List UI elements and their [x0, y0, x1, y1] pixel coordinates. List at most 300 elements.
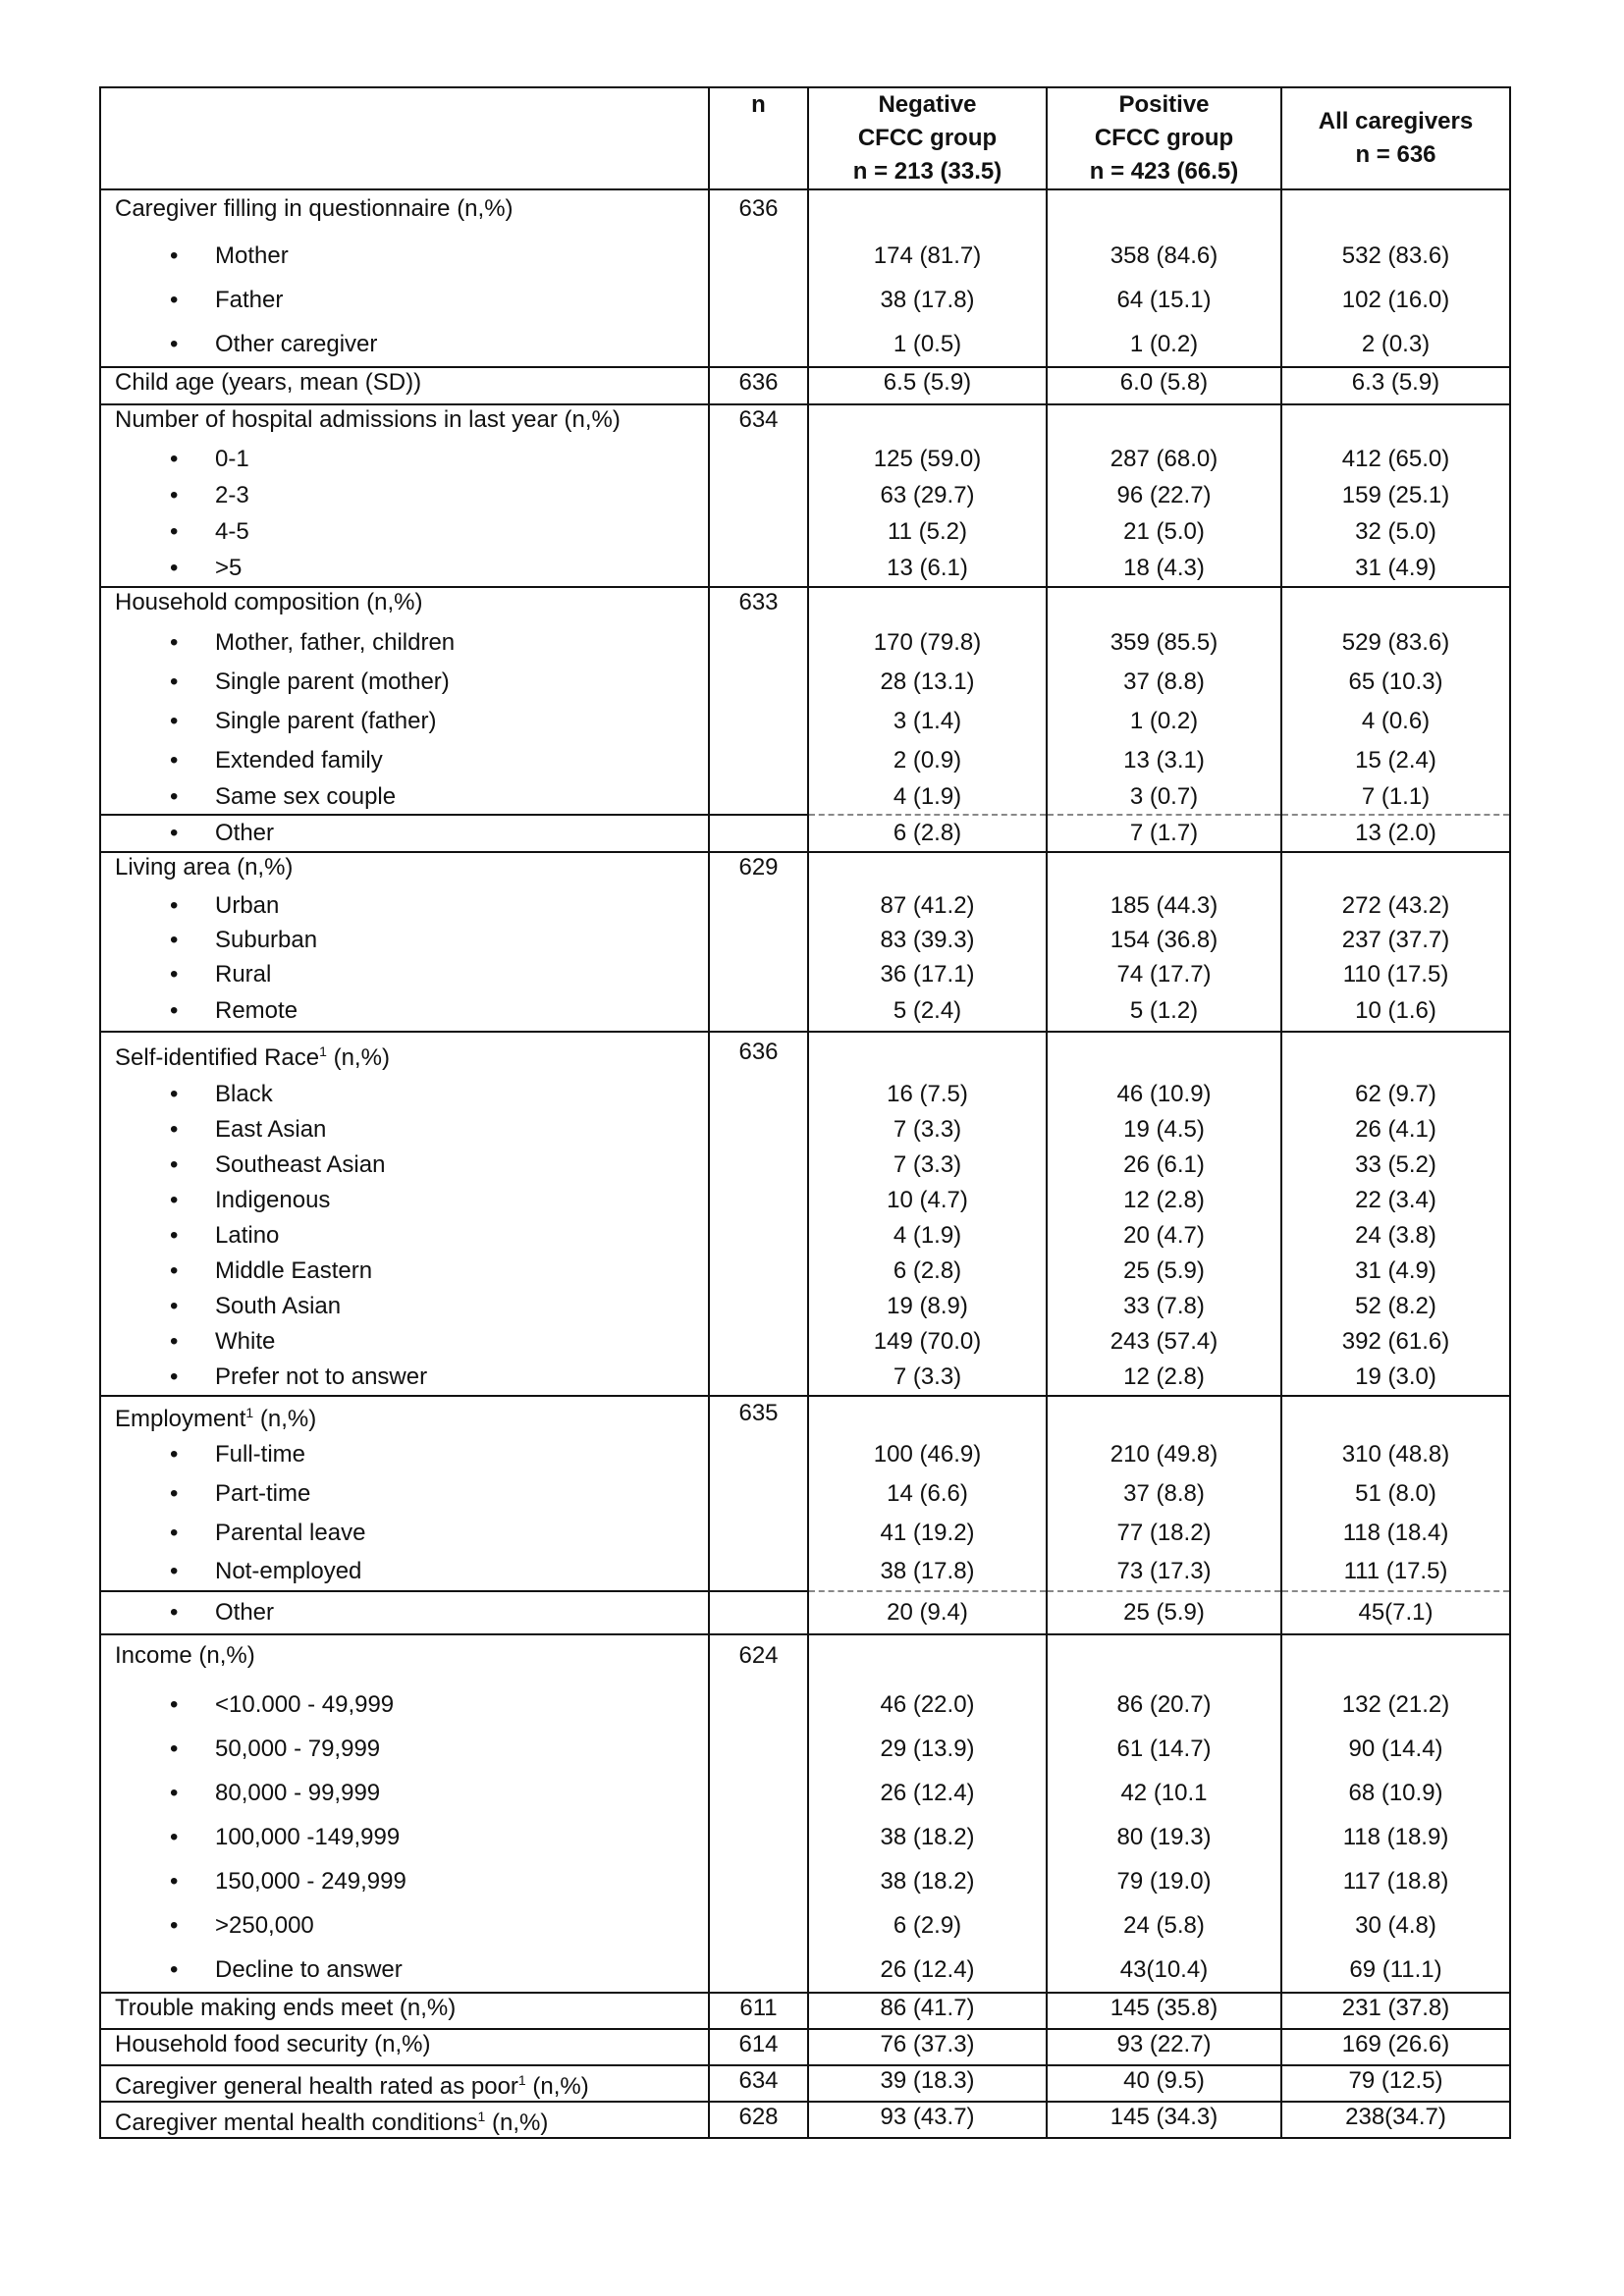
spacer [1048, 190, 1280, 234]
spacer [710, 923, 807, 957]
row-all-cell [1281, 587, 1510, 815]
spacer [710, 1183, 807, 1218]
row-negative-cell [808, 1032, 1047, 1396]
item-label: Father [215, 287, 284, 313]
table-row [100, 1634, 1510, 1993]
positive-value: 33 (7.8) [1123, 1293, 1205, 1319]
negative-value: 4 (1.9) [893, 783, 962, 810]
positive-value: 20 (4.7) [1123, 1222, 1205, 1249]
table-row [100, 189, 1510, 367]
row-all-cell [1281, 2065, 1510, 2102]
positive-value: 74 (17.7) [1116, 961, 1212, 988]
spacer [809, 1397, 1046, 1435]
item-label: Mother, father, children [215, 629, 456, 656]
sample-size: 628 [738, 2104, 779, 2130]
item-label: Single parent (father) [215, 708, 437, 734]
list-item [115, 1289, 708, 1324]
positive-value: 73 (17.3) [1116, 1558, 1212, 1584]
all-value: 238(34.7) [1345, 2104, 1446, 2130]
negative-value: 83 (39.3) [880, 927, 975, 953]
spacer [710, 513, 807, 550]
spacer [710, 1903, 807, 1948]
positive-value: 25 (5.9) [1123, 1257, 1205, 1284]
negative-value: 87 (41.2) [880, 892, 975, 919]
bullet-icon: • [170, 1222, 179, 1249]
list-item [115, 780, 708, 814]
spacer [710, 1112, 807, 1148]
item-label: Middle Eastern [215, 1257, 373, 1284]
spacer [1282, 1635, 1509, 1682]
item-label: East Asian [215, 1116, 327, 1143]
spacer [710, 1771, 807, 1815]
negative-value: 41 (19.2) [880, 1520, 975, 1546]
row-positive-cell [1047, 587, 1281, 815]
list-item [115, 1112, 708, 1148]
row-label-cell [100, 815, 709, 852]
all-value: 7 (1.1) [1361, 783, 1431, 810]
spacer [710, 1727, 807, 1771]
bullet-icon: • [170, 629, 179, 656]
all-value: 68 (10.9) [1348, 1780, 1443, 1806]
spacer [710, 441, 807, 477]
positive-value: 3 (0.7) [1129, 783, 1199, 810]
spacer [710, 1514, 807, 1553]
list-item [115, 441, 708, 477]
all-value: 15 (2.4) [1355, 747, 1436, 774]
item-label: Prefer not to answer [215, 1363, 428, 1390]
spacer [1282, 853, 1509, 888]
sample-size: 614 [738, 2031, 779, 2057]
all-value: 31 (4.9) [1355, 1257, 1436, 1284]
spacer [1282, 1397, 1509, 1435]
row-positive-cell [1047, 852, 1281, 1032]
sample-size: 636 [738, 1039, 779, 1065]
spacer [710, 702, 807, 741]
positive-value: 210 (49.8) [1110, 1441, 1218, 1468]
all-value: 102 (16.0) [1341, 287, 1450, 313]
negative-value: 26 (12.4) [880, 1780, 975, 1806]
table-row-other [100, 815, 1510, 852]
row-positive-cell [1047, 1993, 1281, 2029]
row-n-cell [709, 1396, 808, 1591]
category-title [115, 853, 708, 888]
all-value: 22 (3.4) [1355, 1187, 1436, 1213]
row-n-cell [709, 2029, 808, 2065]
list-item [115, 1254, 708, 1289]
negative-value: 7 (3.3) [893, 1363, 962, 1390]
negative-value: 5 (2.4) [893, 997, 962, 1024]
all-value: 19 (3.0) [1355, 1363, 1436, 1390]
negative-value: 86 (41.7) [880, 1995, 975, 2021]
bullet-icon: • [170, 518, 179, 545]
list-item [115, 477, 708, 513]
spacer [710, 741, 807, 780]
row-label-cell [100, 2029, 709, 2065]
positive-value: 359 (85.5) [1110, 629, 1218, 656]
header-negative [808, 87, 1047, 189]
list-item [115, 1077, 708, 1112]
all-value: 6.3 (5.9) [1351, 369, 1440, 396]
row-positive-cell [1047, 2065, 1281, 2102]
all-value: 79 (12.5) [1348, 2067, 1443, 2094]
spacer [809, 190, 1046, 234]
spacer [1282, 405, 1509, 441]
all-value: 532 (83.6) [1341, 242, 1450, 269]
category-title-text: Income (n,%) [115, 1642, 255, 1669]
all-value: 24 (3.8) [1355, 1222, 1436, 1249]
negative-value: 6 (2.8) [893, 820, 962, 846]
item-label: Suburban [215, 927, 318, 953]
table-row [100, 587, 1510, 815]
negative-value: 100 (46.9) [873, 1441, 982, 1468]
category-title-suffix: (n,%) [525, 2073, 589, 2100]
all-value: 65 (10.3) [1348, 668, 1443, 695]
row-label-cell [100, 852, 709, 1032]
item-label: Urban [215, 892, 280, 919]
all-value: 231 (37.8) [1341, 1995, 1450, 2021]
list-item [115, 741, 708, 780]
item-label: Full-time [215, 1441, 306, 1468]
table-row [100, 852, 1510, 1032]
spacer [1048, 853, 1280, 888]
all-value: 169 (26.6) [1341, 2031, 1450, 2057]
demographics-table [99, 86, 1511, 2139]
spacer [710, 1218, 807, 1254]
list-item [115, 991, 708, 1031]
negative-value: 38 (17.8) [880, 1558, 975, 1584]
negative-value: 6 (2.8) [893, 1257, 962, 1284]
spacer [1048, 405, 1280, 441]
positive-value: 37 (8.8) [1123, 1480, 1205, 1507]
item-label: Other [215, 820, 275, 846]
row-negative-cell [808, 189, 1047, 367]
bullet-icon: • [170, 1691, 179, 1718]
category-title-suffix: (n,%) [485, 2109, 549, 2136]
row-n-cell [709, 852, 808, 1032]
positive-value: 24 (5.8) [1123, 1912, 1205, 1939]
spacer [1048, 588, 1280, 623]
negative-value: 29 (13.9) [880, 1735, 975, 1762]
negative-value: 26 (12.4) [880, 1956, 975, 1983]
positive-value: 64 (15.1) [1116, 287, 1212, 313]
positive-value: 287 (68.0) [1110, 446, 1218, 472]
header-all-line2: n = 636 [1355, 141, 1436, 168]
row-all-cell [1281, 852, 1510, 1032]
bullet-icon: • [170, 1116, 179, 1143]
positive-value: 243 (57.4) [1110, 1328, 1218, 1355]
row-label-cell [100, 587, 709, 815]
bullet-icon: • [170, 747, 179, 774]
negative-value: 19 (8.9) [887, 1293, 968, 1319]
list-item [115, 816, 708, 851]
category-title-suffix: (n,%) [253, 1406, 317, 1432]
category-title [115, 1397, 708, 1435]
positive-value: 61 (14.7) [1116, 1735, 1212, 1762]
all-value: 237 (37.7) [1341, 927, 1450, 953]
bullet-icon: • [170, 708, 179, 734]
all-value: 392 (61.6) [1341, 1328, 1450, 1355]
row-n-cell [709, 367, 808, 404]
spacer [710, 1948, 807, 1992]
negative-value: 16 (7.5) [887, 1081, 968, 1107]
row-n-cell [709, 1591, 808, 1634]
bullet-icon: • [170, 1956, 179, 1983]
spacer [710, 1474, 807, 1514]
spacer [809, 405, 1046, 441]
positive-value: 154 (36.8) [1110, 927, 1218, 953]
bullet-icon: • [170, 997, 179, 1024]
bullet-icon: • [170, 1187, 179, 1213]
spacer [710, 1148, 807, 1183]
list-item [115, 234, 708, 278]
all-value: 118 (18.9) [1342, 1824, 1449, 1850]
item-label: >250,000 [215, 1912, 314, 1939]
list-item [115, 1218, 708, 1254]
item-label: Part-time [215, 1480, 311, 1507]
table-row [100, 367, 1510, 404]
spacer [710, 888, 807, 923]
sample-size: 635 [738, 1400, 779, 1426]
row-all-cell [1281, 2029, 1510, 2065]
spacer [710, 663, 807, 702]
list-item [115, 1948, 708, 1992]
all-value: 2 (0.3) [1361, 331, 1431, 357]
list-item [115, 1903, 708, 1948]
list-item [115, 550, 708, 586]
item-label: Mother [215, 242, 289, 269]
row-label-cell [100, 189, 709, 367]
negative-value: 38 (18.2) [880, 1824, 975, 1850]
item-label: 2-3 [215, 482, 249, 508]
spacer [710, 1553, 807, 1590]
positive-value: 79 (19.0) [1116, 1868, 1212, 1895]
spacer [710, 816, 807, 851]
list-item [115, 1682, 708, 1727]
positive-value: 1 (0.2) [1129, 708, 1199, 734]
row-positive-cell [1047, 189, 1281, 367]
row-negative-cell [808, 367, 1047, 404]
table-row [100, 404, 1510, 587]
sample-size: 629 [738, 854, 779, 881]
header-positive-line2: CFCC group [1094, 125, 1234, 151]
category-title-text: Number of hospital admissions in last year (n,%) [115, 406, 621, 433]
bullet-icon: • [170, 242, 179, 269]
item-label: >5 [215, 555, 243, 581]
list-item [115, 1592, 708, 1633]
row-all-cell [1281, 1032, 1510, 1396]
bullet-icon: • [170, 1599, 179, 1626]
row-label-cell [100, 2102, 709, 2138]
row-all-cell [1281, 1396, 1510, 1591]
negative-value: 6.5 (5.9) [883, 369, 972, 396]
row-n-cell [709, 815, 808, 852]
row-all-cell [1281, 189, 1510, 367]
row-negative-cell [808, 1634, 1047, 1993]
sample-size: 634 [738, 2067, 779, 2094]
spacer [809, 1033, 1046, 1077]
item-label: White [215, 1328, 276, 1355]
row-positive-cell [1047, 1634, 1281, 1993]
sample-size: 611 [739, 1995, 778, 2021]
item-label: Remote [215, 997, 298, 1024]
negative-value: 93 (43.7) [880, 2104, 975, 2130]
table-row [100, 2029, 1510, 2065]
row-all-cell [1281, 1993, 1510, 2029]
list-item [115, 1859, 708, 1903]
item-label: Decline to answer [215, 1956, 403, 1983]
spacer [710, 1360, 807, 1395]
row-label-cell [100, 1993, 709, 2029]
row-n-cell [709, 1634, 808, 1993]
all-value: 412 (65.0) [1341, 446, 1450, 472]
row-label-cell [100, 1396, 709, 1591]
spacer [710, 1859, 807, 1903]
row-label-cell [100, 1634, 709, 1993]
row-positive-cell [1047, 404, 1281, 587]
all-value: 272 (43.2) [1341, 892, 1450, 919]
negative-value: 10 (4.7) [887, 1187, 968, 1213]
all-value: 4 (0.6) [1361, 708, 1431, 734]
row-label-cell [100, 2065, 709, 2102]
negative-value: 2 (0.9) [893, 747, 962, 774]
bullet-icon: • [170, 783, 179, 810]
positive-value: 6.0 (5.8) [1119, 369, 1209, 396]
row-negative-cell [808, 1396, 1047, 1591]
negative-value: 38 (17.8) [880, 287, 975, 313]
bullet-icon: • [170, 1520, 179, 1546]
spacer [710, 1289, 807, 1324]
sample-size: 636 [738, 369, 779, 396]
spacer [1282, 190, 1509, 234]
all-value: 51 (8.0) [1355, 1480, 1436, 1507]
row-all-cell [1281, 1591, 1510, 1634]
item-label: Single parent (mother) [215, 668, 450, 695]
negative-value: 20 (9.4) [887, 1599, 968, 1626]
positive-value: 46 (10.9) [1116, 1081, 1212, 1107]
bullet-icon: • [170, 927, 179, 953]
row-n-cell [709, 2065, 808, 2102]
bullet-icon: • [170, 820, 179, 846]
positive-value: 86 (20.7) [1116, 1691, 1212, 1718]
positive-value: 26 (6.1) [1123, 1151, 1205, 1178]
row-positive-cell [1047, 367, 1281, 404]
item-label: Extended family [215, 747, 383, 774]
negative-value: 28 (13.1) [880, 668, 975, 695]
bullet-icon: • [170, 555, 179, 581]
positive-value: 185 (44.3) [1110, 892, 1218, 919]
table-row [100, 1032, 1510, 1396]
all-value: 111 (17.5) [1343, 1558, 1448, 1584]
positive-value: 42 (10.1 [1120, 1780, 1208, 1806]
positive-value: 25 (5.9) [1123, 1599, 1205, 1626]
item-label: 0-1 [215, 446, 249, 472]
bullet-icon: • [170, 892, 179, 919]
list-item [115, 1435, 708, 1474]
header-positive-line1: Positive [1118, 91, 1210, 118]
spacer [710, 477, 807, 513]
item-label: Black [215, 1081, 273, 1107]
row-label-cell [100, 404, 709, 587]
sample-size: 636 [738, 195, 779, 222]
header-n-text: n [751, 91, 766, 118]
bullet-icon: • [170, 1735, 179, 1762]
spacer [710, 780, 807, 814]
category-title-text: Caregiver mental health conditions [115, 2109, 478, 2136]
all-value: 45(7.1) [1358, 1599, 1434, 1626]
category-title [115, 1635, 708, 1682]
category-title-suffix: (n,%) [326, 1044, 390, 1071]
all-value: 529 (83.6) [1341, 629, 1450, 656]
list-item [115, 663, 708, 702]
spacer [710, 1254, 807, 1289]
list-item [115, 278, 708, 322]
positive-value: 145 (34.3) [1110, 2104, 1218, 2130]
row-n-cell [709, 189, 808, 367]
item-label: 4-5 [215, 518, 249, 545]
list-item [115, 322, 708, 366]
list-item [115, 1148, 708, 1183]
all-value: 31 (4.9) [1355, 555, 1436, 581]
positive-value: 19 (4.5) [1123, 1116, 1205, 1143]
negative-value: 174 (81.7) [873, 242, 982, 269]
negative-value: 38 (18.2) [880, 1868, 975, 1895]
spacer [1048, 1397, 1280, 1435]
header-negative-line2: CFCC group [857, 125, 998, 151]
negative-value: 14 (6.6) [887, 1480, 968, 1507]
row-negative-cell [808, 404, 1047, 587]
table-row-other [100, 1591, 1510, 1634]
list-item [115, 1727, 708, 1771]
bullet-icon: • [170, 1328, 179, 1355]
item-label: 100,000 -149,999 [215, 1824, 401, 1850]
row-n-cell [709, 1032, 808, 1396]
footnote-marker: 1 [477, 2109, 486, 2124]
row-negative-cell [808, 2065, 1047, 2102]
positive-value: 1 (0.2) [1129, 331, 1199, 357]
item-label: Other [215, 1599, 275, 1626]
table-header-row [100, 87, 1510, 189]
header-positive [1047, 87, 1281, 189]
bullet-icon: • [170, 1151, 179, 1178]
bullet-icon: • [170, 1480, 179, 1507]
negative-value: 36 (17.1) [880, 961, 975, 988]
spacer [710, 623, 807, 663]
spacer [1282, 588, 1509, 623]
spacer [710, 234, 807, 278]
table-body [100, 189, 1510, 2138]
negative-value: 13 (6.1) [887, 555, 968, 581]
category-title [115, 2030, 708, 2064]
item-label: Southeast Asian [215, 1151, 386, 1178]
positive-value: 145 (35.8) [1110, 1995, 1218, 2021]
spacer [1048, 1033, 1280, 1077]
all-value: 69 (11.1) [1349, 1956, 1442, 1983]
category-title [115, 2066, 708, 2101]
positive-value: 21 (5.0) [1123, 518, 1205, 545]
all-value: 13 (2.0) [1355, 820, 1436, 846]
spacer [710, 1435, 807, 1474]
negative-value: 4 (1.9) [893, 1222, 962, 1249]
row-n-cell [709, 1993, 808, 2029]
footnote-marker: 1 [245, 1405, 254, 1420]
item-label: Latino [215, 1222, 280, 1249]
list-item [115, 1771, 708, 1815]
positive-value: 5 (1.2) [1129, 997, 1199, 1024]
bullet-icon: • [170, 446, 179, 472]
all-value: 62 (9.7) [1355, 1081, 1436, 1107]
all-value: 30 (4.8) [1355, 1912, 1436, 1939]
list-item [115, 1324, 708, 1360]
